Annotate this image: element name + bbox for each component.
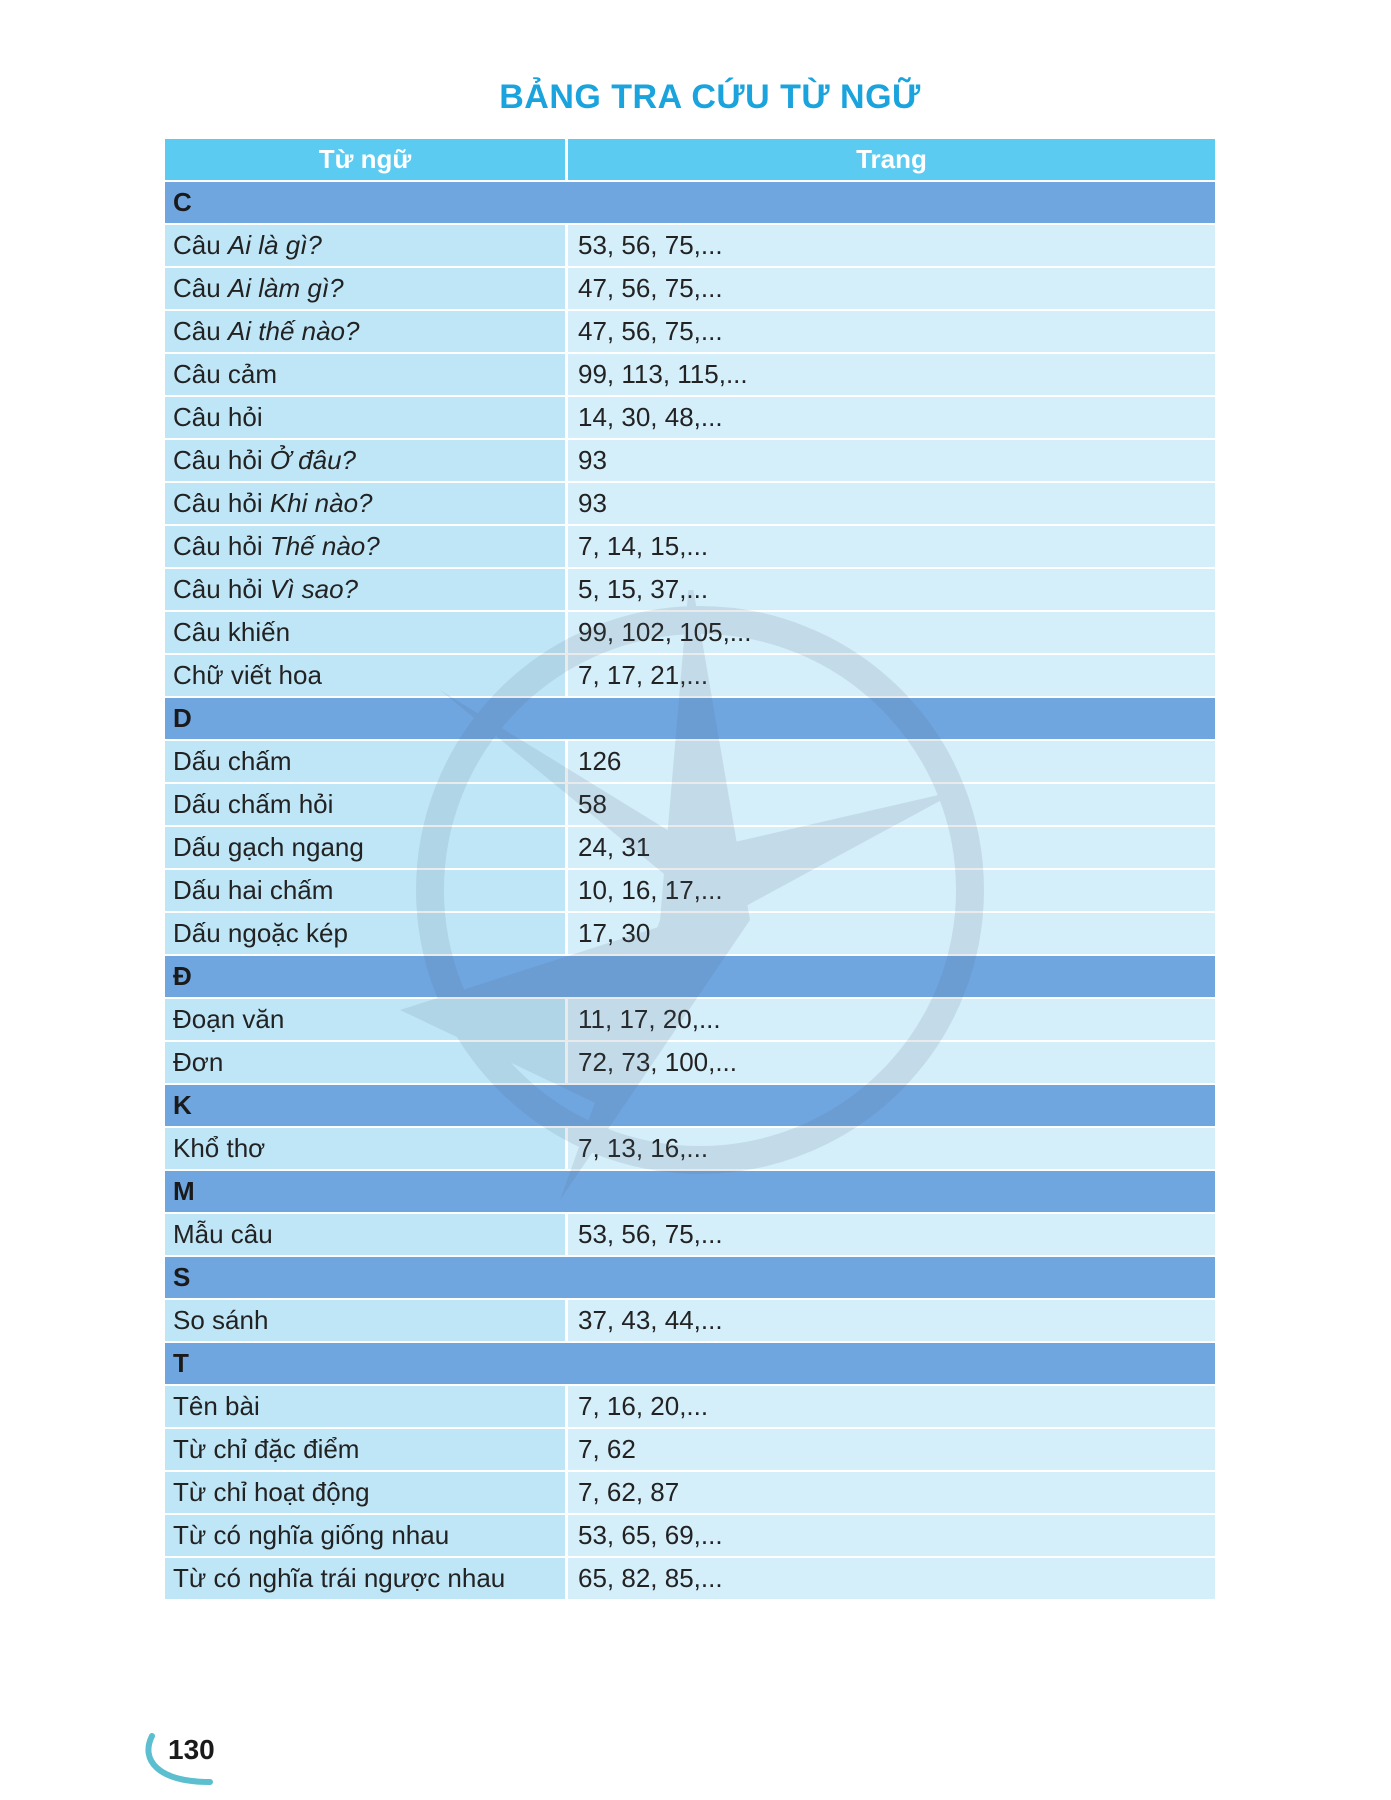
- section-row: [165, 956, 1215, 999]
- page-cell: 7, 62, 87: [568, 1472, 1215, 1515]
- table-row: [165, 526, 1215, 569]
- term-text: Dấu gạch ngang: [173, 832, 364, 862]
- term-italic-text: Ai thế nào?: [227, 316, 360, 346]
- term-cell: [165, 397, 568, 440]
- term-cell: [165, 999, 568, 1042]
- term-italic-text: Ai là gì?: [227, 230, 322, 260]
- section-letter: C: [165, 182, 1215, 225]
- section-letter: Đ: [165, 956, 1215, 999]
- section-row: [165, 1343, 1215, 1386]
- page-cell: 53, 56, 75,...: [568, 225, 1215, 268]
- table-row: [165, 913, 1215, 956]
- lookup-table: [165, 139, 1215, 1601]
- term-italic-text: Vì sao?: [269, 574, 359, 604]
- term-cell: [165, 1214, 568, 1257]
- term-text: Câu hỏi: [173, 574, 270, 604]
- term-italic-text: Thế nào?: [269, 531, 380, 561]
- term-cell: [165, 526, 568, 569]
- page-cell: 58: [568, 784, 1215, 827]
- page-title: BẢNG TRA CỨU TỪ NGỮ: [499, 78, 921, 116]
- section-row: [165, 698, 1215, 741]
- term-cell: [165, 913, 568, 956]
- term-text: Tên bài: [173, 1391, 260, 1421]
- table-row: [165, 1472, 1215, 1515]
- term-text: Dấu hai chấm: [173, 875, 334, 905]
- term-text: Đơn: [173, 1047, 224, 1077]
- page-cell: 93: [568, 483, 1215, 526]
- term-text: Câu hỏi: [173, 402, 263, 432]
- page-cell: 11, 17, 20,...: [568, 999, 1215, 1042]
- page-cell: 10, 16, 17,...: [568, 870, 1215, 913]
- page-cell: 93: [568, 440, 1215, 483]
- table-row: [165, 483, 1215, 526]
- term-text: Từ có nghĩa trái ngược nhau: [173, 1563, 506, 1593]
- section-row: [165, 182, 1215, 225]
- table-row: [165, 311, 1215, 354]
- term-cell: [165, 1472, 568, 1515]
- section-letter: T: [165, 1343, 1215, 1386]
- term-text: Câu khiến: [173, 617, 291, 647]
- term-cell: [165, 655, 568, 698]
- term-italic-text: Ở đâu?: [269, 445, 357, 475]
- page-cell: 37, 43, 44,...: [568, 1300, 1215, 1343]
- term-text: Câu hỏi: [173, 488, 270, 518]
- section-row: [165, 1085, 1215, 1128]
- term-text: Câu: [173, 230, 228, 260]
- term-text: Đoạn văn: [173, 1004, 285, 1034]
- table-row: [165, 440, 1215, 483]
- page-cell: 7, 16, 20,...: [568, 1386, 1215, 1429]
- page-number: 130: [168, 1734, 215, 1765]
- table-row: [165, 1429, 1215, 1472]
- page-number-badge: [138, 1730, 238, 1790]
- table-row: [165, 1386, 1215, 1429]
- term-cell: [165, 1515, 568, 1558]
- page-cell: 53, 65, 69,...: [568, 1515, 1215, 1558]
- table-row: [165, 655, 1215, 698]
- page-cell: 24, 31: [568, 827, 1215, 870]
- page-cell: 47, 56, 75,...: [568, 311, 1215, 354]
- table-body: [165, 182, 1215, 1601]
- term-text: Câu hỏi: [173, 531, 270, 561]
- page-cell: 5, 15, 37,...: [568, 569, 1215, 612]
- term-cell: [165, 569, 568, 612]
- term-text: Câu hỏi: [173, 445, 270, 475]
- page-cell: 7, 62: [568, 1429, 1215, 1472]
- table-row: [165, 1515, 1215, 1558]
- term-text: Dấu ngoặc kép: [173, 918, 348, 948]
- table-header-row: [165, 139, 1215, 182]
- term-cell: [165, 1300, 568, 1343]
- table-row: [165, 784, 1215, 827]
- term-cell: [165, 1042, 568, 1085]
- term-cell: [165, 1558, 568, 1601]
- table-row: [165, 827, 1215, 870]
- table-row: [165, 569, 1215, 612]
- table-row: [165, 1214, 1215, 1257]
- term-text: Câu: [173, 316, 228, 346]
- page-cell: 14, 30, 48,...: [568, 397, 1215, 440]
- page-cell: 99, 113, 115,...: [568, 354, 1215, 397]
- section-letter: K: [165, 1085, 1215, 1128]
- section-letter: S: [165, 1257, 1215, 1300]
- table-row: [165, 268, 1215, 311]
- table-row: [165, 741, 1215, 784]
- term-cell: [165, 1429, 568, 1472]
- page-cell: 65, 82, 85,...: [568, 1558, 1215, 1601]
- table-header: [165, 139, 1215, 182]
- term-text: Mẫu câu: [173, 1219, 273, 1249]
- table-row: [165, 999, 1215, 1042]
- term-italic-text: Ai làm gì?: [227, 273, 344, 303]
- term-cell: [165, 1386, 568, 1429]
- term-cell: [165, 870, 568, 913]
- section-letter: D: [165, 698, 1215, 741]
- term-cell: [165, 225, 568, 268]
- term-text: Dấu chấm: [173, 746, 292, 776]
- page-cell: 99, 102, 105,...: [568, 612, 1215, 655]
- term-cell: [165, 741, 568, 784]
- term-cell: [165, 440, 568, 483]
- page-cell: 7, 17, 21,...: [568, 655, 1215, 698]
- page-cell: 17, 30: [568, 913, 1215, 956]
- table-row: [165, 397, 1215, 440]
- section-row: [165, 1257, 1215, 1300]
- term-text: Từ chỉ hoạt động: [173, 1477, 370, 1507]
- page-cell: 53, 56, 75,...: [568, 1214, 1215, 1257]
- header-page: Trang: [568, 139, 1215, 182]
- term-cell: [165, 268, 568, 311]
- page-cell: 126: [568, 741, 1215, 784]
- term-text: Câu cảm: [173, 359, 278, 389]
- page-cell: 7, 13, 16,...: [568, 1128, 1215, 1171]
- section-letter: M: [165, 1171, 1215, 1214]
- term-text: Khổ thơ: [173, 1133, 266, 1163]
- table-row: [165, 354, 1215, 397]
- term-text: Chữ viết hoa: [173, 660, 322, 690]
- term-cell: [165, 827, 568, 870]
- page-cell: 7, 14, 15,...: [568, 526, 1215, 569]
- table-row: [165, 225, 1215, 268]
- table-row: [165, 612, 1215, 655]
- term-cell: [165, 784, 568, 827]
- table-row: [165, 1300, 1215, 1343]
- term-cell: [165, 354, 568, 397]
- page-cell: 72, 73, 100,...: [568, 1042, 1215, 1085]
- table-row: [165, 870, 1215, 913]
- term-italic-text: Khi nào?: [269, 488, 373, 518]
- term-cell: [165, 1128, 568, 1171]
- term-text: So sánh: [173, 1305, 269, 1335]
- table-row: [165, 1128, 1215, 1171]
- header-term: Từ ngữ: [165, 139, 568, 182]
- page-cell: 47, 56, 75,...: [568, 268, 1215, 311]
- term-text: Từ chỉ đặc điểm: [173, 1434, 360, 1464]
- term-text: Dấu chấm hỏi: [173, 789, 334, 819]
- term-text: Câu: [173, 273, 228, 303]
- term-cell: [165, 483, 568, 526]
- term-cell: [165, 612, 568, 655]
- table-row: [165, 1558, 1215, 1601]
- section-row: [165, 1171, 1215, 1214]
- term-cell: [165, 311, 568, 354]
- term-text: Từ có nghĩa giống nhau: [173, 1520, 450, 1550]
- table-row: [165, 1042, 1215, 1085]
